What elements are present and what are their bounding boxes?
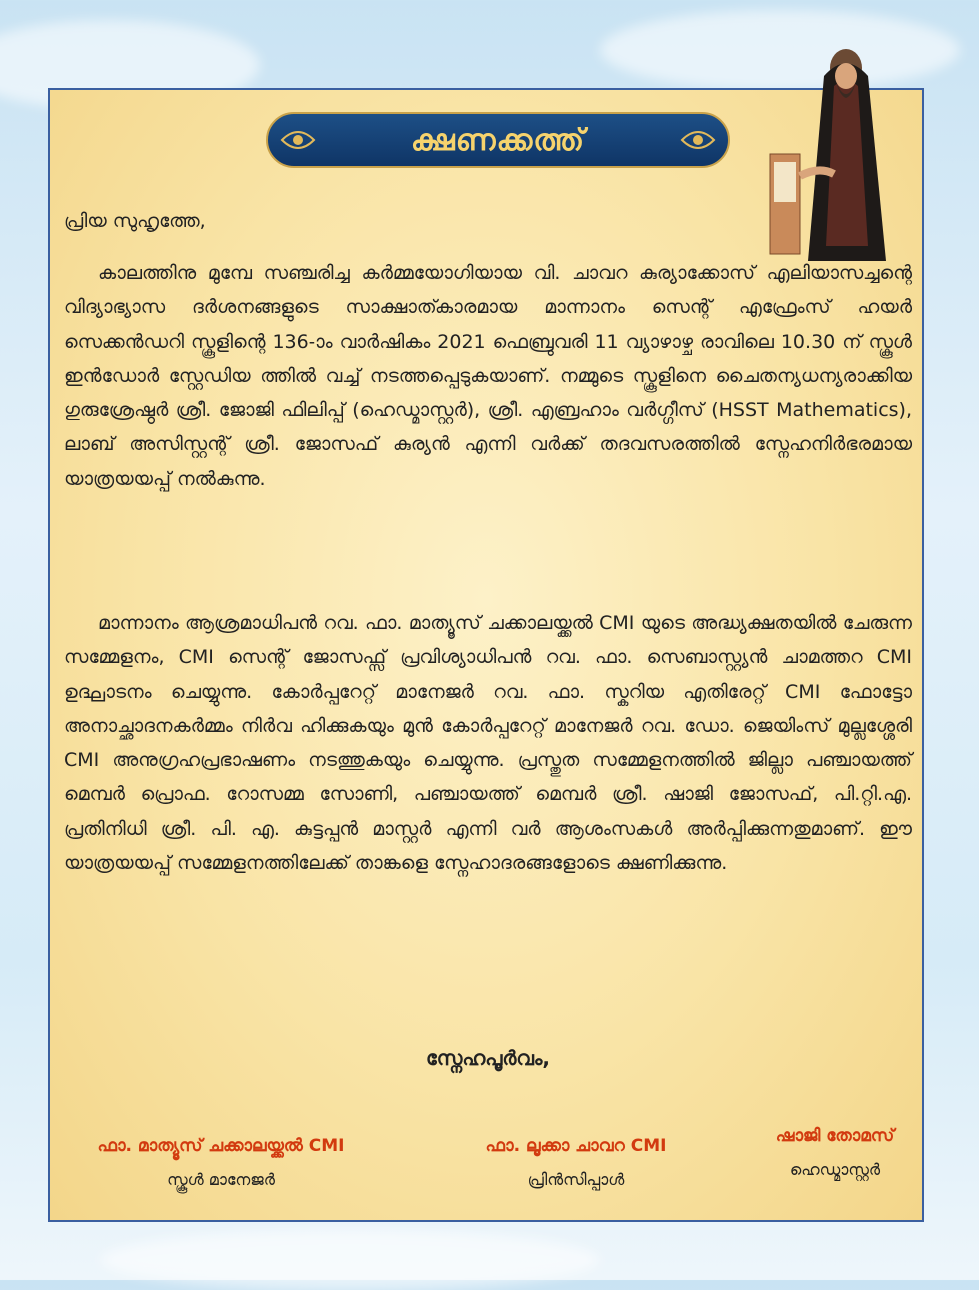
signatory-role: സ്കൂൾ മാനേജർ (167, 1170, 275, 1189)
letter-paragraph-1: കാലത്തിനു മുമ്പേ സഞ്ചരിച്ച കർമ്മയോഗിയായ വി. ചാവറ കുര്യാക്കോസ് എലിയാസച്ചന്റെ വിദ്യാഭ്യാസ ദർശനങ്ങളുടെ സാക്ഷാത്കാരമായ മാന്നാനം സെന്റ് എഫ്രേംസ് ഹയർ സെക്കൻഡറി സ്കൂളിന്റെ 136-ാം വാർഷികം 2021 ഫെബ്രുവരി 11 വ്യാഴാഴ്ച രാവിലെ 10.30 ന് സ്കൂൾ ഇൻഡോർ സ്റ്റേഡിയ ത്തിൽ വച്ച് നടത്തപ്പെടുകയാണ്. നമ്മുടെ സ്കൂളിനെ ചൈതന്യധന്യരാക്കിയ ഗുരുശ്രേഷ്ഠർ ശ്രീ. ജോജി ഫിലിപ്പ് (ഹെഡ്മാസ്റ്റർ), ശ്രീ. എബ്രഹാം വർഗ്ഗീസ് (HSST Mathematics), ലാബ് അസിസ്റ്റന്റ് ശ്രീ. ജോസഫ് കുര്യൻ എന്നി വർക്ക് തദവസരത്തിൽ സ്നേഹനിർഭരമായ യാത്രയയപ്പ് നൽകുന്നു. (64, 262, 912, 490)
signatory-name: ഫാ. ലൂക്കാ ചാവറ CMI (485, 1136, 667, 1156)
invitation-title: ക്ഷണക്കത്ത് (410, 122, 586, 158)
signatory-manager (56, 1136, 386, 1190)
signatory-name: ഷാജി തോമസ് (775, 1126, 895, 1146)
signatory-role: ഹെഡ്മാസ്റ്റർ (789, 1160, 881, 1179)
signatory-role: പ്രിൻസിപ്പാൾ (527, 1170, 625, 1189)
greeting: പ്രിയ സുഹൃത്തേ, (64, 210, 206, 232)
letter-paragraph-2: മാന്നാനം ആശ്രമാധിപൻ റവ. ഫാ. മാത്യൂസ് ചക്കാലയ്ക്കൽ CMI യുടെ അദ്ധ്യക്ഷതയിൽ ചേരുന്ന സമ്മേളനം, CMI സെന്റ് ജോസഫ്സ് പ്രവിശ്യാധിപൻ റവ. ഫാ. സെബാസ്റ്റ്യൻ ചാമത്തറ CMI ഉദ്ഘാടനം ചെയ്യുന്നു. കോർപ്പറേറ്റ് മാനേജർ റവ. ഫാ. സ്കറിയ എതിരേറ്റ് CMI ഫോട്ടോ അനാച്ഛാദനകർമ്മം നിർവ ഹിക്കുകയും മുൻ കോർപ്പറേറ്റ് മാനേജർ റവ. ഡോ. ജെയിംസ് മുല്ലശ്ശേരി CMI അനുഗ്രഹപ്രഭാഷണം നടത്തുകയും ചെയ്യുന്നു. പ്രസ്തുത സമ്മേളനത്തിൽ ജില്ലാ പഞ്ചായത്ത് മെമ്പർ പ്രൊഫ. റോസമ്മ സോണി, പഞ്ചായത്ത് മെമ്പർ ശ്രീ. ഷാജി ജോസഫ്, പി.റ്റി.എ. പ്രതിനിധി ശ്രീ. പി. എ. കുട്ടപ്പൻ മാസ്റ്റർ എന്നി വർ ആശംസകൾ അർപ്പിക്കുന്നതുമാണ്. ഈ യാത്രയയപ്പ് സമ്മേളനത്തിലേക്ക് താങ്കളെ സ്നേഹാദരങ്ങളോടെ ക്ഷണിക്കുന്നു. (64, 612, 912, 875)
ornament-icon (678, 122, 718, 158)
invitation-card (48, 88, 924, 1222)
signatory-principal (426, 1136, 726, 1190)
title-banner (266, 112, 730, 168)
ornament-icon (278, 122, 318, 158)
closing-salutation: സ്നേഹപൂർവം, (426, 1046, 550, 1070)
signatory-headmaster (750, 1126, 920, 1180)
background-cloud (100, 1230, 600, 1290)
signatory-name: ഫാ. മാത്യൂസ് ചക്കാലയ്ക്കൽ CMI (97, 1136, 345, 1156)
